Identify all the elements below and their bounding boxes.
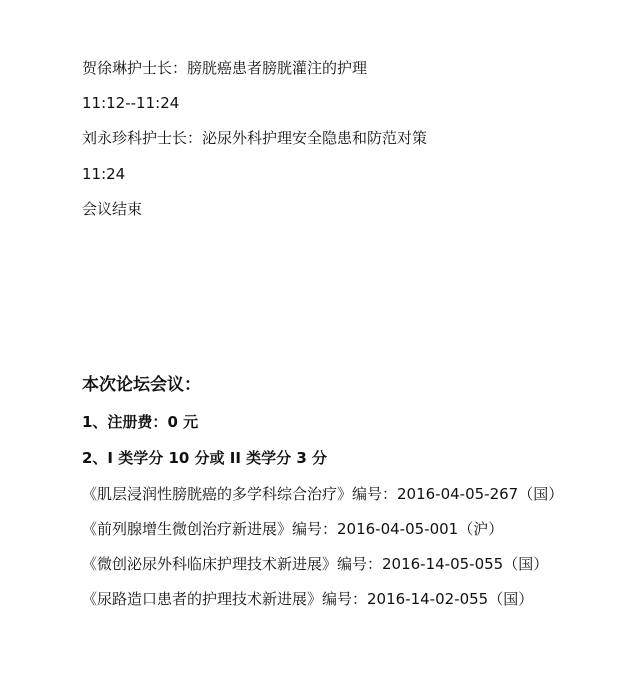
schedule-end: 会议结束 xyxy=(82,200,143,218)
schedule-time-2: 11:24 xyxy=(82,165,126,183)
course-item-4: 《尿路造口患者的护理技术新进展》编号：2016-14-02-055（国） xyxy=(82,590,534,608)
schedule-speaker-1: 贺徐琳护士长：膀胱癌患者膀胱灌注的护理 xyxy=(82,59,368,77)
schedule-time-1: 11:12--11:24 xyxy=(82,94,180,112)
course-item-1: 《肌层浸润性膀胱癌的多学科综合治疗》编号：2016-04-05-267（国） xyxy=(82,485,564,503)
registration-fee: 1、注册费：0 元 xyxy=(82,413,199,431)
credit-info: 2、I 类学分 10 分或 II 类学分 3 分 xyxy=(82,449,328,467)
forum-heading: 本次论坛会议： xyxy=(82,375,201,395)
course-item-2: 《前列腺增生微创治疗新进展》编号：2016-04-05-001（沪） xyxy=(82,520,504,538)
course-item-3: 《微创泌尿外科临床护理技术新进展》编号：2016-14-05-055（国） xyxy=(82,555,549,573)
schedule-speaker-2: 刘永珍科护士长：泌尿外科护理安全隐患和防范对策 xyxy=(82,129,428,147)
